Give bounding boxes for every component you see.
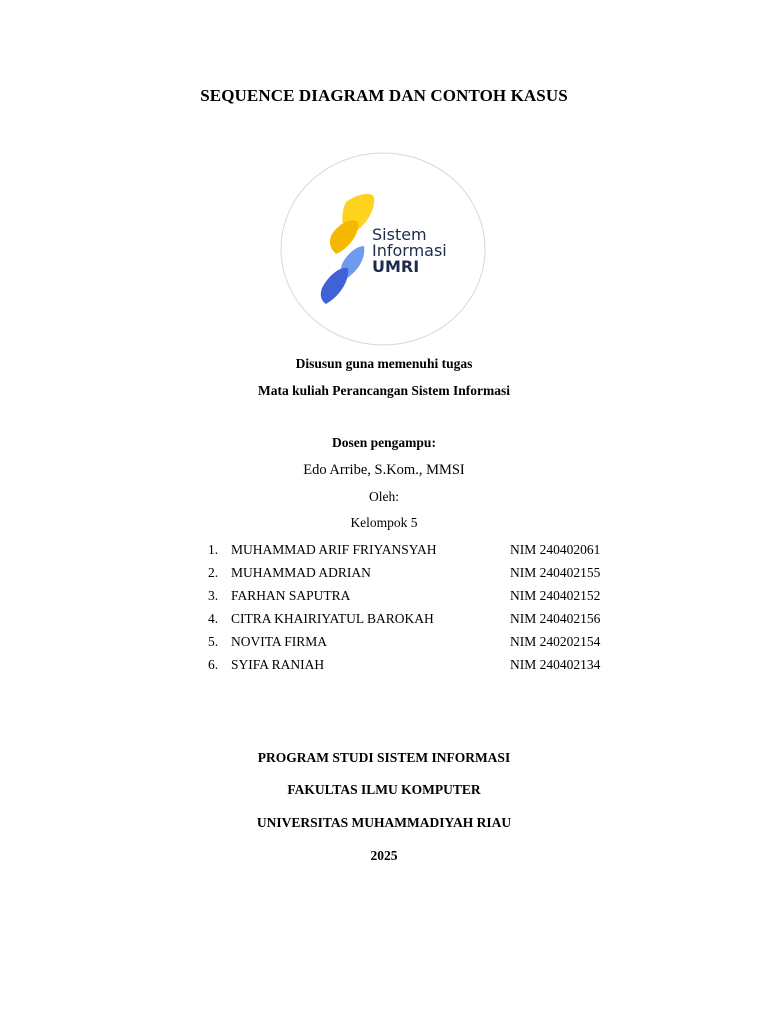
umri-logo (280, 152, 486, 347)
member-nim: NIM 240402061 (510, 542, 601, 557)
member-number: 3. (208, 588, 219, 603)
member-number: 6. (208, 657, 219, 672)
faculty-name: FAKULTAS ILMU KOMPUTER (287, 782, 481, 797)
member-number: 1. (208, 542, 219, 557)
member-row (0, 657, 768, 677)
member-nim: NIM 240402152 (510, 588, 601, 603)
member-row (0, 588, 768, 608)
document-title: SEQUENCE DIAGRAM DAN CONTOH KASUS (200, 86, 568, 105)
member-number: 4. (208, 611, 219, 626)
logo-text-line1: Sistem (372, 225, 427, 244)
member-number: 5. (208, 634, 219, 649)
member-row (0, 634, 768, 654)
program-name: PROGRAM STUDI SISTEM INFORMASI (257, 750, 511, 765)
member-name: MUHAMMAD ADRIAN (231, 565, 371, 580)
member-nim: NIM 240402155 (510, 565, 601, 580)
university-name: UNIVERSITAS MUHAMMADIYAH RIAU (256, 815, 512, 830)
member-row (0, 565, 768, 585)
member-name: SYIFA RANIAH (231, 657, 325, 672)
member-name: CITRA KHAIRIYATUL BAROKAH (231, 611, 434, 626)
member-nim: NIM 240402156 (510, 611, 601, 626)
member-name: FARHAN SAPUTRA (231, 588, 351, 603)
member-row (0, 542, 768, 562)
member-row (0, 611, 768, 631)
year: 2025 (370, 848, 398, 863)
lecturer-label: Dosen pengampu: (332, 435, 436, 450)
logo-text-line2: Informasi (372, 241, 447, 260)
purpose-line-2: Mata kuliah Perancangan Sistem Informasi (257, 383, 510, 398)
member-name: NOVITA FIRMA (231, 634, 328, 649)
purpose-line-1: Disusun guna memenuhi tugas (295, 356, 473, 371)
member-name: MUHAMMAD ARIF FRIYANSYAH (231, 542, 437, 557)
logo-text-line3: UMRI (372, 257, 420, 276)
lecturer-name: Edo Arribe, S.Kom., MMSI (303, 462, 465, 478)
member-nim: NIM 240202154 (510, 634, 601, 649)
group-label: Kelompok 5 (350, 515, 418, 530)
member-nim: NIM 240402134 (510, 657, 601, 672)
by-label: Oleh: (369, 489, 399, 504)
logo-graphic (280, 152, 486, 347)
member-number: 2. (208, 565, 219, 580)
